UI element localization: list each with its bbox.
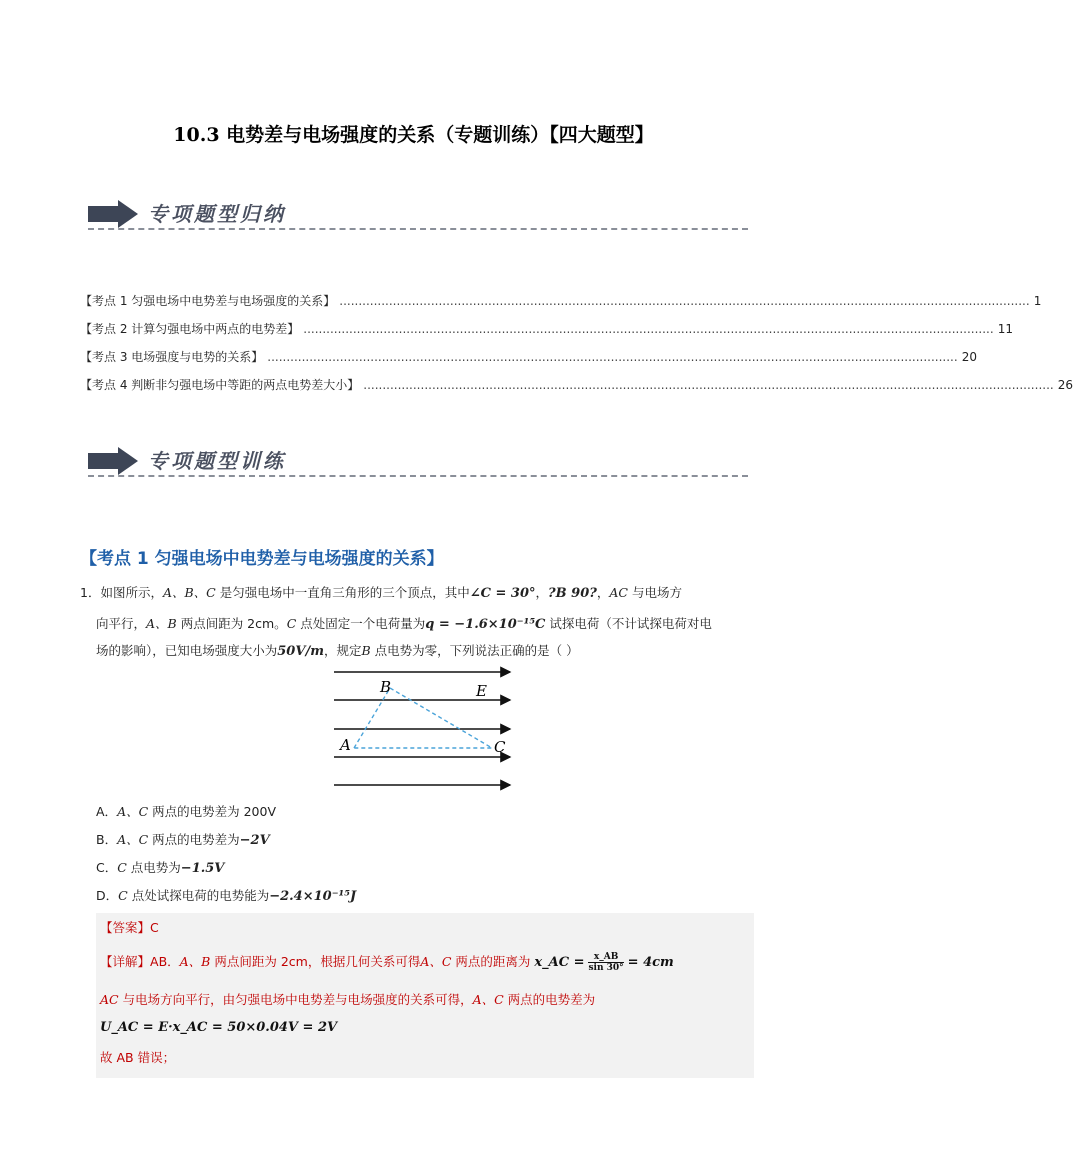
vertex-c-label: C <box>494 738 506 756</box>
question-text: 向平行， <box>96 616 147 631</box>
toc-item[interactable] <box>80 348 977 365</box>
option-var: C <box>117 860 127 875</box>
training-banner-label: 专项题型训练 <box>148 449 286 473</box>
banner-divider <box>88 475 748 477</box>
detail-text: 两点的电势差为 <box>503 992 596 1007</box>
distance-formula-lhs: x_AC = <box>534 955 585 970</box>
fraction-numerator: x_AB <box>588 952 623 963</box>
toc-item[interactable] <box>80 320 1013 337</box>
angle-b-formula: ?B 90? <box>548 586 597 601</box>
answer-detail-line-2 <box>100 990 595 1008</box>
option-c[interactable] <box>96 858 224 876</box>
question-text: 与电场方 <box>627 585 682 600</box>
question-number: 1． <box>80 585 101 600</box>
answer-label: 【答案】C <box>100 920 159 935</box>
question-text: ， <box>596 585 610 600</box>
detail-text: 与电场方向平行，由匀强电场中电势差与电场强度的关系可得， <box>118 992 473 1007</box>
detail-text: AB． <box>150 954 180 969</box>
option-var: A、C <box>117 804 149 819</box>
detail-text: 两点的距离为 <box>451 954 531 969</box>
option-text: 两点的电势差为 <box>148 832 240 847</box>
option-prefix: B． <box>96 832 118 847</box>
option-var: A、C <box>117 832 149 847</box>
charge-formula: q = −1.6×10⁻¹⁵C <box>425 617 546 632</box>
potential-difference-formula <box>100 1019 337 1035</box>
vertex-a-label: A <box>340 736 351 754</box>
question-var: A、B、C <box>162 585 216 600</box>
vertex-b-label: B <box>380 678 392 696</box>
toc-item[interactable] <box>80 376 1073 393</box>
toc-item-page: 11 <box>997 322 1013 336</box>
section-heading: 【考点 1 匀强电场中电势差与电场强度的关系】 <box>80 549 444 569</box>
toc-leader: ..................................................................................................................................................................................... <box>303 322 994 336</box>
option-a[interactable] <box>96 802 276 820</box>
option-text: 点电势为 <box>126 860 181 875</box>
toc-leader: ..................................................................................................................................................................................... <box>363 378 1054 392</box>
option-prefix: C． <box>96 860 118 875</box>
distance-formula-rhs: = 4cm <box>627 955 674 970</box>
question-line-3 <box>96 641 579 659</box>
detail-var: A、C <box>472 992 504 1007</box>
detail-var: A、B <box>179 954 211 969</box>
question-text: 试探电荷（不计试探电荷对电 <box>545 616 712 631</box>
question-var: AC <box>609 585 628 600</box>
answer-detail-line-1 <box>100 952 674 973</box>
question-text: 两点间距为 2cm。 <box>176 616 287 631</box>
toc-item[interactable] <box>80 292 1042 309</box>
toc-item-page: 26 <box>1057 378 1073 392</box>
option-text: 两点的电势差为 200V <box>148 804 277 819</box>
option-var: C <box>118 888 128 903</box>
toc-item-label: 【考点 1 匀强电场中电势差与电场强度的关系】 <box>80 294 336 308</box>
summary-banner <box>88 198 748 230</box>
angle-c-formula: ∠C = 30° <box>469 586 536 601</box>
electric-field-diagram <box>334 666 514 790</box>
question-text: 是匀强电场中一直角三角形的三个顶点，其中 <box>215 585 470 600</box>
toc-item-page: 20 <box>961 350 977 364</box>
banner-divider <box>88 228 748 230</box>
page-title: 10.3 电势差与电场强度的关系（专题训练）【四大题型】 <box>173 124 654 146</box>
training-banner <box>88 445 748 477</box>
option-prefix: D． <box>96 888 119 903</box>
detail-text: 两点间距为 2cm，根据几何关系可得 <box>210 954 421 969</box>
detail-var: AC <box>100 992 119 1007</box>
arrow-icon <box>88 200 140 228</box>
question-text: 场的影响），已知电场强度大小为 <box>96 643 278 658</box>
option-formula: −2V <box>239 833 270 848</box>
triangle-abc <box>354 688 492 748</box>
detail-label: 【详解】 <box>100 954 151 969</box>
option-b[interactable] <box>96 830 270 848</box>
toc-item-label: 【考点 4 判断非匀强电场中等距的两点电势差大小】 <box>80 378 360 392</box>
question-text: ， <box>535 585 549 600</box>
field-e-label: E <box>476 682 487 700</box>
option-prefix: A． <box>96 804 118 819</box>
toc-item-page: 1 <box>1033 294 1042 308</box>
question-line-2 <box>96 614 712 632</box>
detail-var: A、C <box>420 954 452 969</box>
toc-leader: ..................................................................................................................................................................................... <box>267 350 958 364</box>
field-strength-formula: 50V/m <box>277 644 324 659</box>
distance-fraction <box>588 952 623 973</box>
question-line-1 <box>80 583 682 601</box>
toc-item-label: 【考点 2 计算匀强电场中两点的电势差】 <box>80 322 300 336</box>
summary-banner-label: 专项题型归纳 <box>148 202 286 226</box>
question-text: ，规定 <box>323 643 362 658</box>
question-text: 点电势为零，下列说法正确的是（ ） <box>370 643 579 658</box>
arrow-icon <box>88 447 140 475</box>
option-formula: −1.5V <box>180 861 225 876</box>
option-formula: −2.4×10⁻¹⁵J <box>269 889 357 904</box>
option-d[interactable] <box>96 886 356 904</box>
question-var: A、B <box>146 616 177 631</box>
toc-leader: ..................................................................................................................................................................................... <box>339 294 1030 308</box>
formula-text: U_AC = E·x_AC = 50×0.04V = 2V <box>100 1020 338 1035</box>
answer-conclusion: 故 AB 错误； <box>100 1050 176 1065</box>
question-var: B <box>361 643 371 658</box>
question-text: 如图所示， <box>100 585 163 600</box>
fraction-denominator: sin 30° <box>588 963 624 973</box>
question-text: 点处固定一个电荷量为 <box>296 616 426 631</box>
option-text: 点处试探电荷的电势能为 <box>127 888 270 903</box>
toc-item-label: 【考点 3 电场强度与电势的关系】 <box>80 350 264 364</box>
question-var: C <box>286 616 297 631</box>
